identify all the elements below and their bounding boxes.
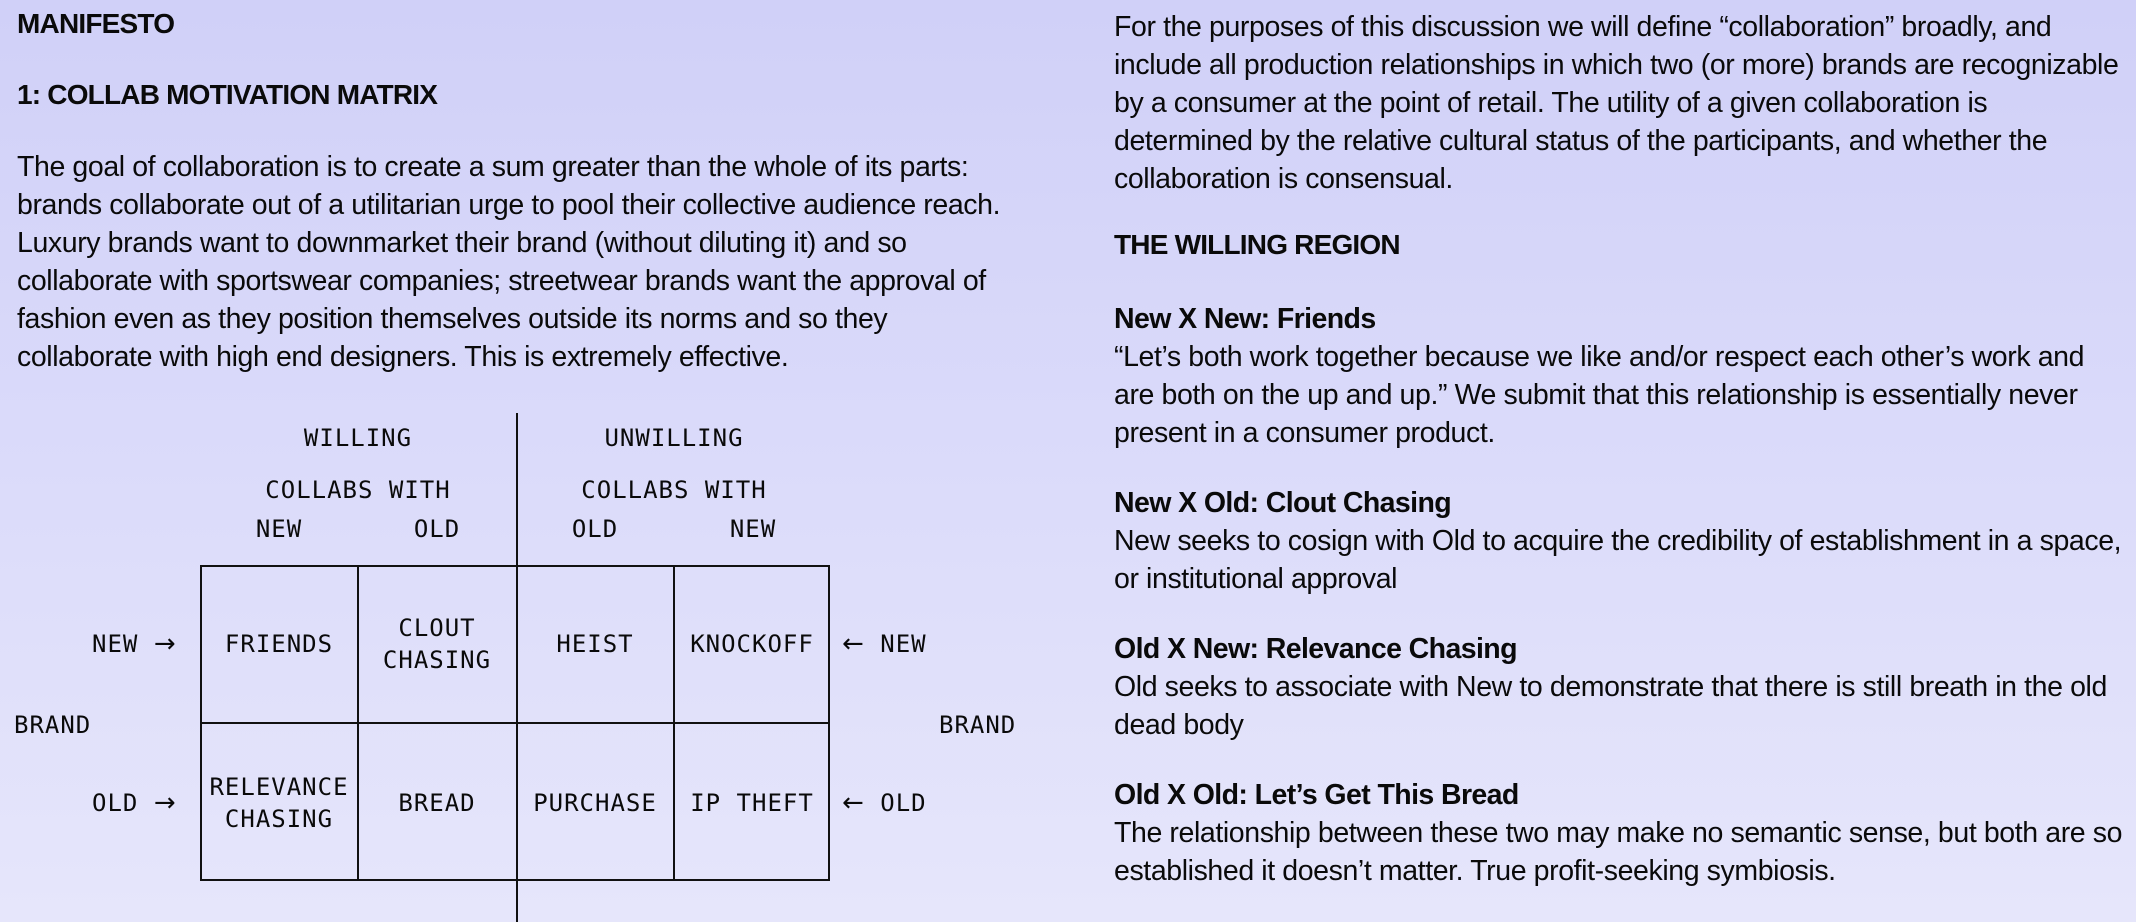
entry-old-x-old [1114,776,2124,890]
cell-relevance-chasing: RELEVANCE CHASING [209,773,349,833]
entry-new-x-new [1114,300,2124,452]
entry-text: “Let’s both work together because we like and/or respect each other’s work and are both on the up and up.” We submit that this relationship is essentially never present in a consumer product. [1114,341,2085,449]
right-arrow-icon: → [153,788,177,818]
entry-title: New X New: Friends [1114,303,1376,335]
cell-purchase: PURCHASE [533,789,657,817]
entry-text: Old seeks to associate with New to demonstrate that there is still breath in the old dead body [1114,671,2107,741]
collabs-with-label: COLLABS WITH [581,476,767,504]
cell-heist: HEIST [556,630,634,658]
left-arrow-icon: ← [842,629,865,659]
willing-region-title: THE WILLING REGION [1114,229,1400,260]
unwilling-label: UNWILLING [604,424,744,452]
cell-knockoff: KNOCKOFF [690,630,814,658]
column-header-new: NEW [255,515,303,543]
brand-label-left: BRAND [14,711,92,739]
grid-row-line [200,722,830,724]
entry-text: New seeks to cosign with Old to acquire the credibility of establishment in a space, or institutional approval [1114,525,2122,595]
definition-paragraph: For the purposes of this discussion we will define “collaboration” broadly, and include all production relationships in which two (or more) brands are recognizable by a consumer at the point of retail. The utility of a given collaboration is determined by the relative cultural status of the participants, and whether the collaboration is consensual. [1114,11,2119,195]
row-label-old-left [92,787,177,819]
entry-text: The relationship between these two may make no semantic sense, but both are so established it doesn’t matter. True profit-seeking symbiosis. [1114,817,2123,887]
row-label-old-right [842,787,927,819]
manifesto-title: MANIFESTO [17,8,175,39]
column-header-old: OLD [571,515,619,543]
entry-old-x-new [1114,630,2124,744]
entry-title: New X Old: Clout Chasing [1114,487,1452,519]
brand-label-right: BRAND [939,711,1017,739]
cell-bread: BREAD [398,789,476,817]
cell-friends: FRIENDS [224,630,334,658]
column-header-new: NEW [729,515,777,543]
entry-new-x-old [1114,484,2124,598]
row-label-text: OLD [92,789,139,817]
column-header-old: OLD [413,515,461,543]
section-title: 1: COLLAB MOTIVATION MATRIX [17,79,438,110]
right-arrow-icon: → [153,629,177,659]
row-label-text: OLD [880,789,927,817]
collabs-with-label: COLLABS WITH [265,476,451,504]
row-label-text: NEW [880,630,927,658]
row-label-text: NEW [92,630,139,658]
intro-paragraph: The goal of collaboration is to create a sum greater than the whole of its parts: brands collaborate out of a utilitarian urge to pool their collective audience reach. Luxury brands want to downmarket their brand (without diluting it) and so collaborate with sportswear companies; streetwear brands want the approval of fashion even as they position themselves outside its norms and so they collaborate with high end designers. This is extremely effective. [17,151,1001,373]
entry-title: Old X New: Relevance Chasing [1114,633,1517,665]
cell-ip-theft: IP THEFT [690,789,814,817]
entry-title: Old X Old: Let’s Get This Bread [1114,779,1519,811]
row-label-new-right [842,628,927,660]
row-label-new-left [92,628,177,660]
willing-label: WILLING [303,424,413,452]
cell-clout-chasing: CLOUT CHASING [382,614,492,674]
left-arrow-icon: ← [842,788,865,818]
